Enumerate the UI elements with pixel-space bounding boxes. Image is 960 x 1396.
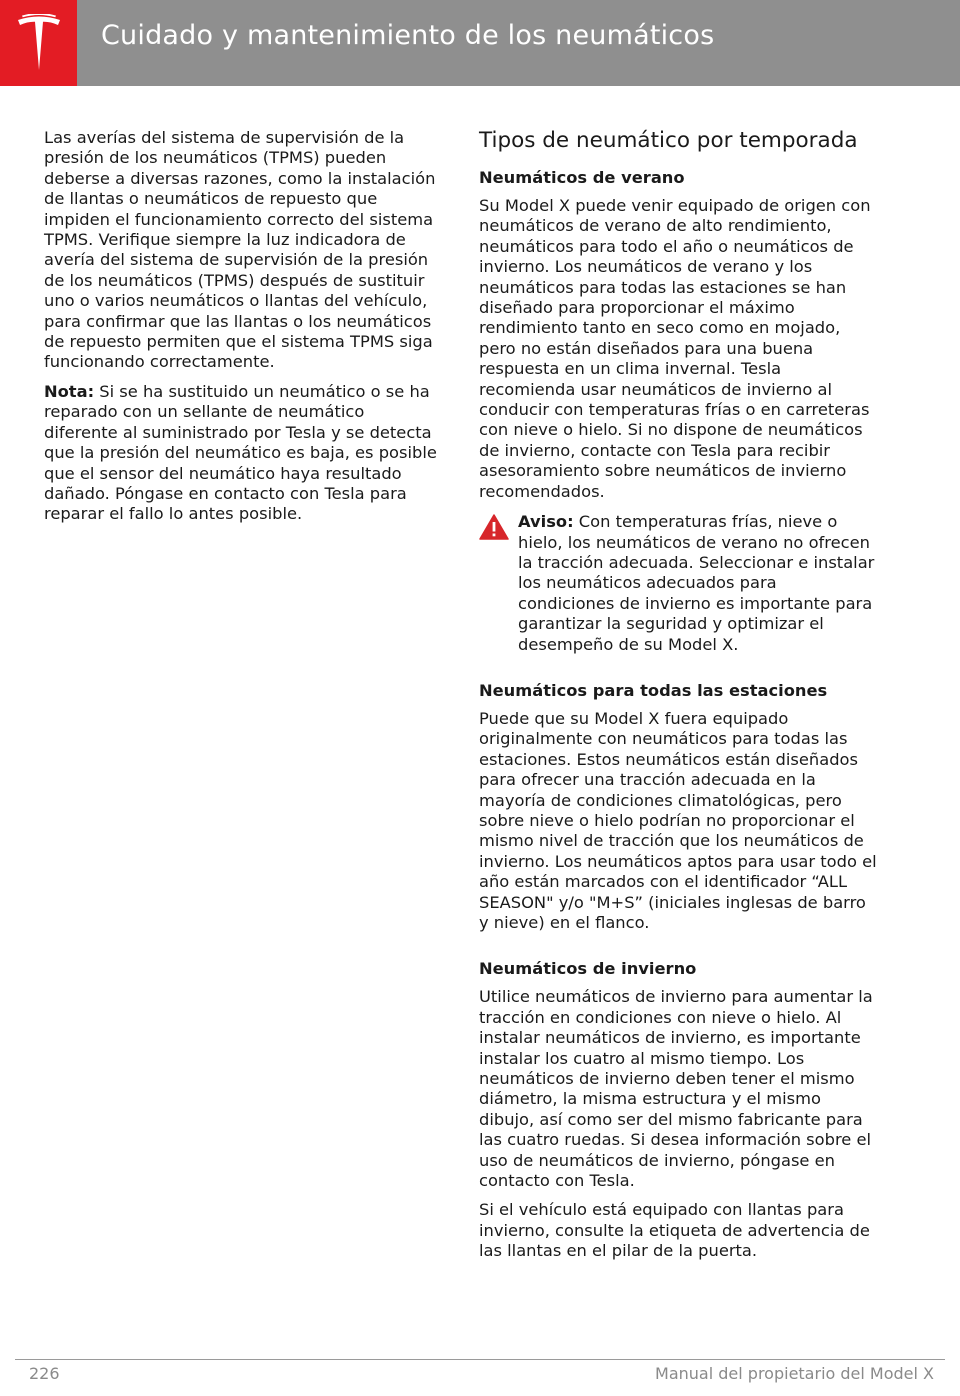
warning-box (479, 512, 877, 655)
tesla-logo-icon (16, 14, 62, 72)
right-column (479, 128, 877, 1271)
note-text: Si se ha sustituido un neumático o se ha reparado con un sellante de neumático diferente al suministrado por Tesla y se detecta que la presión del neumático es baja, es posible que el sensor del neumático haya resultado dañado. Póngase en contacto con Tesla para reparar el fallo lo antes posible. (44, 381, 437, 524)
brand-logo-box (0, 0, 77, 86)
summer-tires-text: Su Model X puede venir equipado de origen con neumáticos de verano de alto rendimiento, neumáticos para todo el año o neumáticos de invierno. Los neumáticos de verano y los neumáticos para todas las estaciones se han diseñado para proporcionar el máximo rendimiento tanto en seco como en mojado, pero no están diseñados para una buena respuesta en un clima invernal. Tesla recomienda usar neumáticos de invierno al conducir con temperaturas frías o en carreteras con nieve o hielo. Si no dispone de neumáticos de invierno, contacte con Tesla para recibir asesoramiento sobre neumáticos de invierno recomendados. (479, 196, 871, 501)
warning-triangle-icon (479, 514, 509, 540)
footer-divider (15, 1359, 945, 1360)
tpms-paragraph: Las averías del sistema de supervisión de la presión de los neumáticos (TPMS) pueden deberse a diversas razones, como la instalación de llantas o neumáticos de repuesto que impiden el funcionamiento correcto del sistema TPMS. Verifique siempre la luz indicadora de avería del sistema de supervisión de la presión de los neumáticos (TPMS) después de sustituir uno o varios neumáticos o llantas del vehículo, para confirmar que las llantas o los neumáticos de repuesto permiten que el sistema TPMS siga funcionando correctamente. (44, 128, 436, 372)
section-heading: Tipos de neumático por temporada (479, 128, 858, 153)
warning-label: Aviso: (518, 512, 574, 532)
manual-title: Manual del propietario del Model X (655, 1364, 934, 1383)
note-paragraph (44, 382, 438, 525)
left-column (44, 128, 438, 534)
warning-text: Con temperaturas frías, nieve o hielo, los neumáticos de verano no ofrecen la tracción adecuada. Seleccionar e instalar los neumáticos adecuados para condiciones de invierno es importante para garantizar la seguridad y optimizar el desempeño de su Model X. (518, 512, 875, 654)
all-season-text: Puede que su Model X fuera equipado originalmente con neumáticos para todas las estaciones. Estos neumáticos están diseñados para ofrecer una tracción adecuada en la mayoría de condiciones climatológicas, pero sobre nieve o hielo podrían no proporcionar el mismo nivel de tracción que los neumáticos de invierno. Los neumáticos aptos para usar todo el año están marcados con el identificador “ALL SEASON" y/o "M+S” (iniciales inglesas de barro y nieve) en el flanco. (479, 708, 877, 932)
page-number: 226 (29, 1364, 60, 1383)
note-label: Nota: (44, 381, 95, 401)
summer-tires-heading: Neumáticos de verano (479, 168, 685, 187)
all-season-heading: Neumáticos para todas las estaciones (479, 680, 828, 700)
page-header (0, 0, 960, 86)
winter-tires-heading: Neumáticos de invierno (479, 959, 697, 979)
winter-rims-text: Si el vehículo está equipado con llantas para invierno, consulte la etiqueta de advertencia de las llantas en el pilar de la puerta. (479, 1200, 870, 1261)
section-title: Cuidado y mantenimiento de los neumáticos (101, 20, 715, 51)
winter-tires-text: Utilice neumáticos de invierno para aumentar la tracción en condiciones con nieve o hielo. Al instalar neumáticos de invierno, es importante instalar los cuatro al mismo tiempo. Los neumáticos de invierno deben tener el mismo diámetro, la misma estructura y el mismo dibujo, así como ser del mismo fabricante para las cuatro ruedas. Si desea información sobre el uso de neumáticos de invierno, póngase en contacto con Tesla. (479, 987, 873, 1191)
